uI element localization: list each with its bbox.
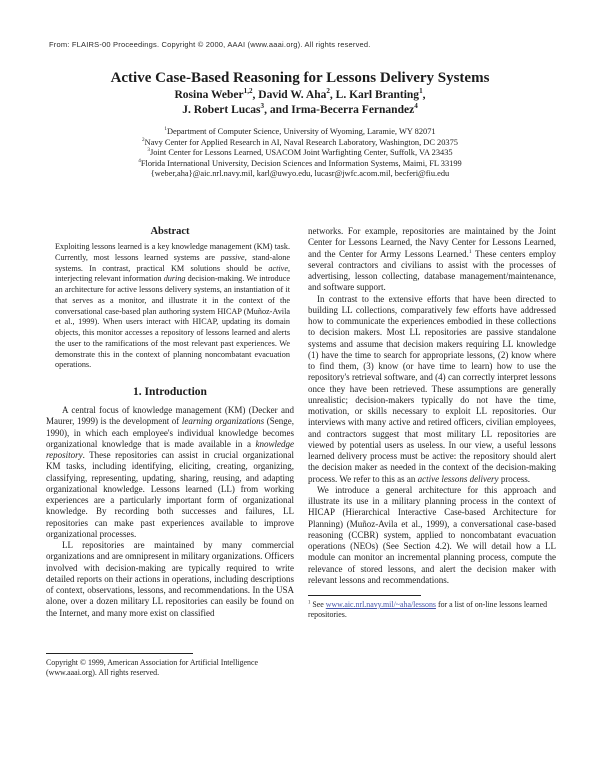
intro-paragraph-4: In contrast to the extensive efforts that have been directed to building LL collections, comparatively few efforts have addressed how to communicate the experiences embodied in these collections to decision makers. Most LL repositories are passive standalone systems and assume that decision makers requiring LL knowledge (1) have the time to search for appropriate lessons, (2) know where to find them, (3) know (or have time to learn) how to use the repository's retrieval software, and (4) can correctly interpret lessons once they have been retrieved. These assumptions are generally unrealistic; decision-makers typically do not have the time, motivation, or skills necessary to exploit LL repositories. Our interviews with many active and retired officers, civilian employees, and contractors suggest that most military LL repositories are viewed by potential users as useless. In our view, a useful lessons learned delivery process must be active: the repository should alert the decision maker as needed in the context of the decision-making process. We refer to this as an active lessons delivery process. (308, 293, 556, 484)
copyright-footnote-text: Copyright © 1999, American Association for Artificial Intelligence (www.aaai.org). All rights reserved. (46, 658, 258, 677)
abstract-heading: Abstract (150, 226, 190, 237)
abstract-text: Exploiting lessons learned is a key knowledge management (KM) task. Currently, most lessons learned systems are passive, stand-alone systems. In contrast, practical KM solutions should be active, interjecting relevant information during decision-making. We introduce an architecture for active lessons delivery systems, an instantiation of it that serves as a monitor, and illustrate it in the context of the conversational case-based plan authoring system HICAP (Muñoz-Avila et al., 1999). When users interact with HICAP, updating its domain objects, this monitor accesses a repository of lessons learned and alerts the user to the ramifications of the most relevant past experiences. We demonstrate this in the context of planning noncombatant evacuation operations. (55, 242, 290, 370)
intro-paragraph-1: A central focus of knowledge management (KM) (Decker and Maurer, 1999) is the development of learning organizations (Senge, 1990), in which each employee's individual knowledge becomes organizational knowledge that is made available in a knowledge repository. These repositories can assist in crucial organizational KM tasks, including identifying, eliciting, creating, organizing, classifying, representing, updating, sharing, reusing, and adapting organizational knowledge. Lessons learned (LL) from working experiences are a particularly important form of organizational knowledge. By recording both successes and failures, LL repositories can make past experiences available to improve organizational processes. (46, 405, 294, 539)
paper-title: Active Case-Based Reasoning for Lessons Delivery Systems (110, 70, 490, 87)
copyright-footnote (46, 653, 294, 678)
author-line-2: J. Robert Lucas$^3$, and Irma-Becerra Fernandez$^4$ (182, 102, 418, 116)
right-column (308, 226, 556, 678)
author-block (0, 88, 600, 118)
footnote-rule (308, 595, 421, 596)
section-heading-introduction: 1. Introduction (133, 386, 207, 398)
affiliation-line-3: $^3$Joint Center for Lessons Learned, USACOM Joint Warfighting Center, Suffolk, VA 23435 (147, 147, 453, 158)
repositories-footnote (308, 595, 556, 620)
affiliation-line-4: $^4$Florida International University, Decision Sciences and Information Systems, Maimi, FL 33199 (138, 157, 462, 168)
two-column-body (46, 226, 556, 678)
affiliation-line-1: $^1$Department of Computer Science, University of Wyoming, Laramie, WY 82071 (164, 126, 436, 136)
author-line-1: Rosina Weber$^{1,2}$, David W. Aha$^2$, L. Karl Branting$^1$, (174, 87, 426, 101)
intro-paragraph-2: LL repositories are maintained by many commercial organizations and are omnipresent in military organizations. Officers involved with decision-making are typically required to write detailed reports on their actions in operations, including descriptions of context, observations, lessons, and recommendations. In the USA alone, over a dozen military LL repositories can easily be found on the Internet, and many more exist on classified (46, 540, 294, 618)
repositories-footnote-text: $^1$ See www.aic.nrl.navy.mil/~aha/lessons for a list of on-line lessons learned repositories. (308, 600, 548, 619)
author-emails: {weber,aha}@aic.nrl.navy.mil, karl@uwyo.edu, lucasr@jwfc.acom.mil, becferi@fiu.edu (150, 169, 450, 179)
affiliation-line-2: $^2$Navy Center for Applied Research in AI, Naval Research Laboratory, Washington, DC 20375 (142, 136, 458, 147)
footnote-link-url[interactable]: www.aic.nrl.navy.mil/~aha/lessons (325, 600, 436, 609)
proceedings-copyright-note: From: FLAIRS-00 Proceedings. Copyright © 2000, AAAI (www.aaai.org). All rights reserved. (49, 40, 371, 49)
intro-paragraph-5: We introduce a general architecture for this approach and illustrate its use in a military planning process in the context of HICAP (Hierarchical Interactive Case-based Architecture for Planning) (Muñoz-Avila et al., 1999), a conversational case-based reasoning (CCBR) system, applied to noncombatant evacuation operations (NEOs) (See Section 4.2). We will detail how a LL module can monitor an incremental planning process, compute the relevance of stored lessons, and alert the decision maker with relevant lessons and recommendations. (308, 484, 556, 585)
left-column (46, 226, 294, 678)
footnote-rule (46, 653, 193, 654)
intro-paragraph-3: networks. For example, repositories are maintained by the Joint Center for Lessons Learned, the Navy Center for Lessons Learned, and the Center for Army Lessons Learned.$^1$ These centers employ several contractors and civilians to assist with the processes of advertising, lesson collecting, database management/maintenance, and software support. (308, 226, 556, 293)
affiliation-block (0, 127, 600, 180)
